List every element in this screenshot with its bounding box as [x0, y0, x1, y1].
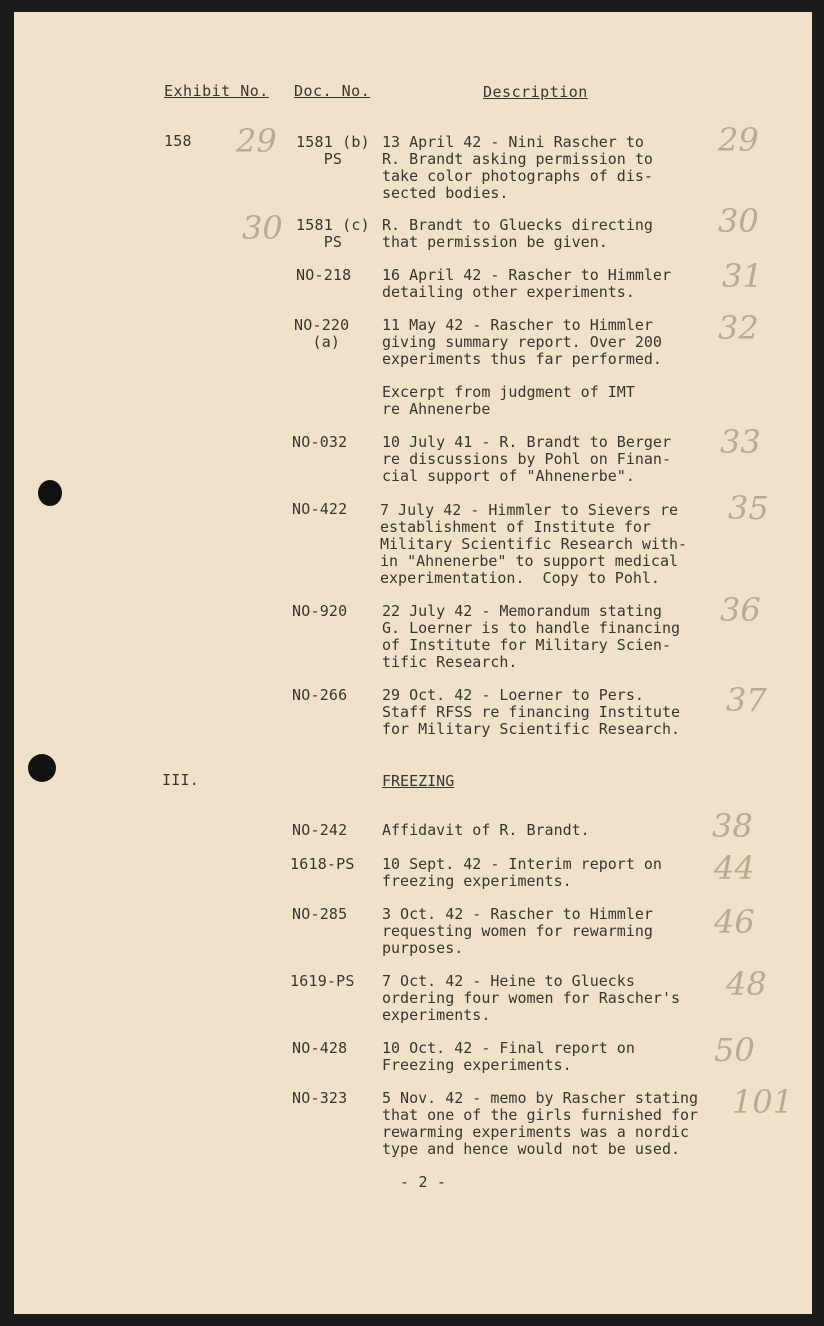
header-doc-no: Doc. No.	[294, 82, 371, 100]
entry-doc-number: NO-220 (a)	[294, 316, 350, 351]
handwritten-page-number: 30	[718, 202, 759, 240]
handwritten-page-number: 32	[718, 309, 759, 347]
entry-description: 5 Nov. 42 - memo by Rascher stating that one of the girls furnished for rewarming experiments was a nordic type and hence would not be used.	[382, 1089, 699, 1158]
entry-doc-number: NO-242	[292, 821, 348, 839]
handwritten-page-number: 38	[712, 807, 753, 845]
entry-description: 10 Oct. 42 - Final report on Freezing experiments.	[382, 1039, 635, 1074]
document-page	[14, 12, 812, 1314]
handwritten-exhibit-number: 29	[236, 122, 277, 160]
entry-doc-number: NO-428	[292, 1039, 348, 1057]
handwritten-page-number: 48	[726, 965, 767, 1003]
handwritten-page-number: 31	[722, 257, 763, 295]
entry-description: 11 May 42 - Rascher to Himmler giving summary report. Over 200 experiments thus far performed.	[382, 316, 662, 368]
punch-hole	[38, 480, 62, 506]
entry-doc-number: 1581 (b) PS	[296, 133, 370, 168]
page-number: - 2 -	[400, 1173, 447, 1191]
handwritten-page-number: 36	[720, 591, 761, 629]
punch-hole	[28, 754, 56, 782]
entry-exhibit-number: 158	[164, 132, 192, 150]
entry-description: 10 Sept. 42 - Interim report on freezing experiments.	[382, 855, 662, 890]
handwritten-page-number: 50	[714, 1031, 755, 1069]
entry-doc-number: NO-032	[292, 433, 348, 451]
header-exhibit-no: Exhibit No.	[164, 82, 269, 100]
entry-description: 16 April 42 - Rascher to Himmler detailing other experiments.	[382, 266, 671, 301]
entry-doc-number: NO-285	[292, 905, 348, 923]
handwritten-page-number: 29	[718, 121, 759, 159]
handwritten-page-number: 44	[714, 849, 755, 887]
entry-description: R. Brandt to Gluecks directing that permission be given.	[382, 216, 653, 251]
entry-description: 13 April 42 - Nini Rascher to R. Brandt asking permission to take color photographs of dis- sected bodies.	[382, 133, 653, 202]
entry-doc-number: NO-323	[292, 1089, 348, 1107]
entry-doc-number: NO-422	[292, 500, 348, 518]
header-description: Description	[483, 83, 588, 101]
entry-description: 3 Oct. 42 - Rascher to Himmler requesting women for rewarming purposes.	[382, 905, 653, 957]
handwritten-page-number: 46	[714, 903, 755, 941]
entry-doc-number: 1619-PS	[290, 972, 355, 990]
entry-description: 10 July 41 - R. Brandt to Berger re discussions by Pohl on Finan- cial support of "Ahnenerbe".	[382, 433, 671, 485]
entry-description: 22 July 42 - Memorandum stating G. Loerner is to handle financing of Institute for Military Scien- tific Research.	[382, 602, 681, 671]
handwritten-page-number: 37	[726, 681, 767, 719]
entry-doc-number: NO-920	[292, 602, 348, 620]
handwritten-page-number: 35	[728, 489, 769, 527]
handwritten-page-number: 33	[720, 423, 761, 461]
handwritten-page-number: 101	[732, 1083, 794, 1121]
entry-description: Affidavit of R. Brandt.	[382, 821, 590, 839]
entry-description: 29 Oct. 42 - Loerner to Pers. Staff RFSS re financing Institute for Military Scientific Research.	[382, 686, 681, 738]
handwritten-exhibit-number: 30	[242, 209, 283, 247]
entry-doc-number: NO-218	[296, 266, 352, 284]
section-number: III.	[162, 771, 199, 789]
entry-description: 7 Oct. 42 - Heine to Gluecks ordering four women for Rascher's experiments.	[382, 972, 681, 1024]
entry-description: Excerpt from judgment of IMT re Ahnenerbe	[382, 383, 635, 418]
section-title: FREEZING	[382, 772, 455, 790]
entry-doc-number: 1618-PS	[290, 855, 355, 873]
entry-doc-number: NO-266	[292, 686, 348, 704]
entry-description: 7 July 42 - Himmler to Sievers re establishment of Institute for Military Scientific Research with- in "Ahnenerbe" to support medical experimentation. Copy to Pohl.	[380, 501, 688, 587]
entry-doc-number: 1581 (c) PS	[296, 216, 370, 251]
